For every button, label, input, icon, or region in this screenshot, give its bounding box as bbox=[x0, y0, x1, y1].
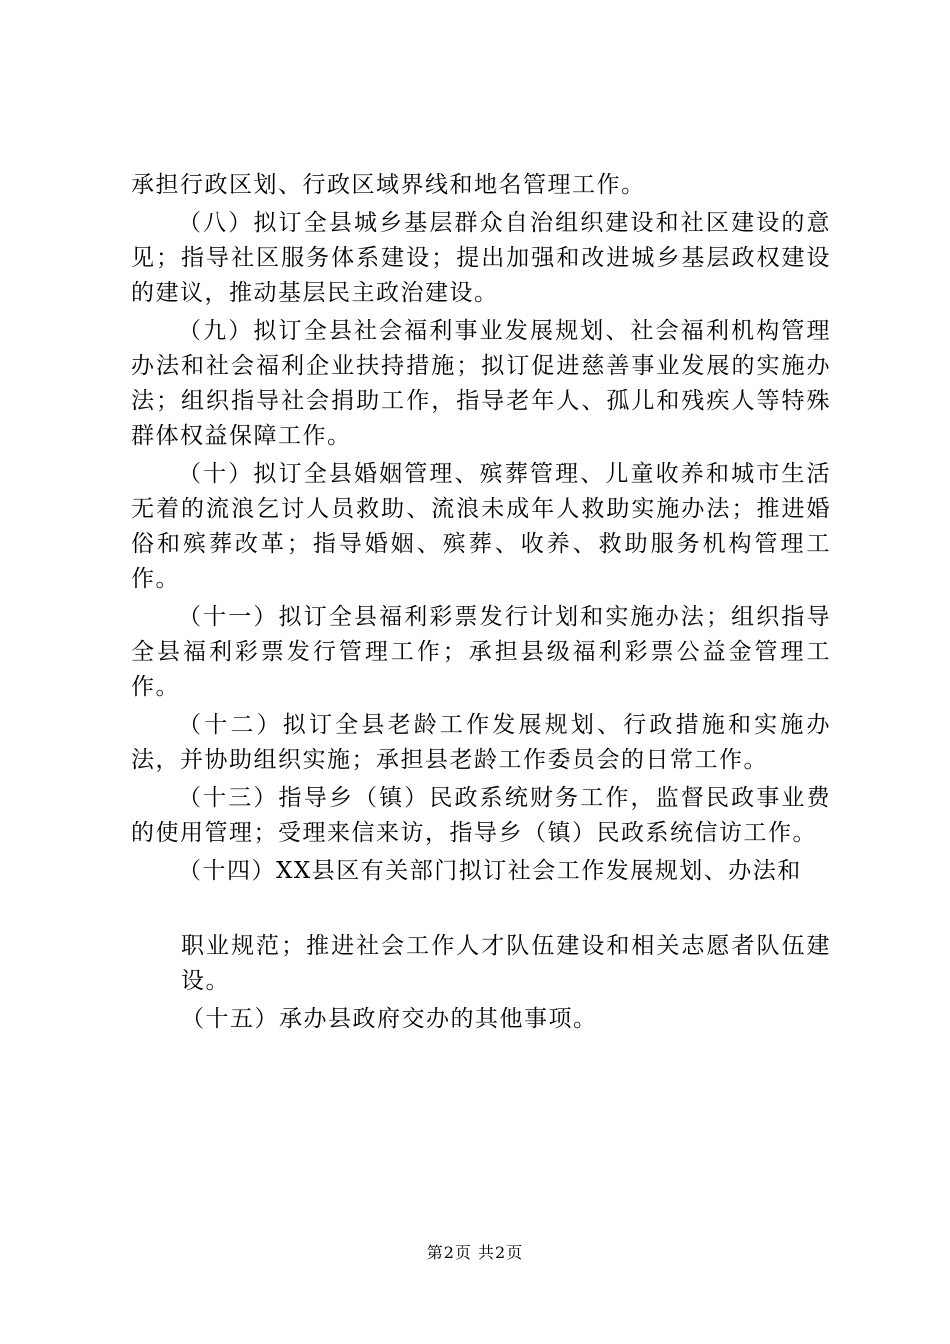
paragraph-continuation: 承担行政区划、行政区域界线和地名管理工作。 bbox=[131, 172, 646, 198]
page-number-footer: 第2页 共2页 bbox=[426, 1243, 524, 1262]
paragraph-item-14: （十四）XX县区有关部门拟订社会工作发展规划、办法和 bbox=[178, 858, 802, 884]
paragraph-block-continued bbox=[131, 929, 831, 1037]
document-body bbox=[131, 168, 831, 1037]
paragraph-item-13: （十三）指导乡（镇）民政系统财务工作，监督民政事业费的使用管理；受理来信来访，指导乡（镇）民政系统信访工作。 bbox=[131, 785, 831, 846]
paragraph-item-8: （八）拟订全县城乡基层群众自治组织建设和社区建设的意见；指导社区服务体系建设；提出加强和改进城乡基层政权建设的建议，推动基层民主政治建设。 bbox=[131, 210, 831, 306]
paragraph-item-11: （十一）拟订全县福利彩票发行计划和实施办法；组织指导全县福利彩票发行管理工作；承担县级福利彩票公益金管理工作。 bbox=[131, 604, 831, 700]
paragraph-item-12: （十二）拟订全县老龄工作发展规划、行政措施和实施办法，并协助组织实施；承担县老龄工作委员会的日常工作。 bbox=[131, 712, 831, 773]
paragraph-item-9: （九）拟订全县社会福利事业发展规划、社会福利机构管理办法和社会福利企业扶持措施；拟订促进慈善事业发展的实施办法；组织指导社会捐助工作，指导老年人、孤儿和残疾人等特殊群体权益保障工作。 bbox=[131, 318, 831, 449]
paragraph-item-10: （十）拟订全县婚姻管理、殡葬管理、儿童收养和城市生活无着的流浪乞讨人员救助、流浪未成年人救助实施办法；推进婚俗和殡葬改革；指导婚姻、殡葬、收养、救助服务机构管理工作。 bbox=[131, 461, 831, 592]
paragraph-item-14-continued: 职业规范；推进社会工作人才队伍建设和相关志愿者队伍建设。 bbox=[181, 933, 831, 994]
paragraph-item-15: （十五）承办县政府交办的其他事项。 bbox=[181, 1006, 598, 1032]
